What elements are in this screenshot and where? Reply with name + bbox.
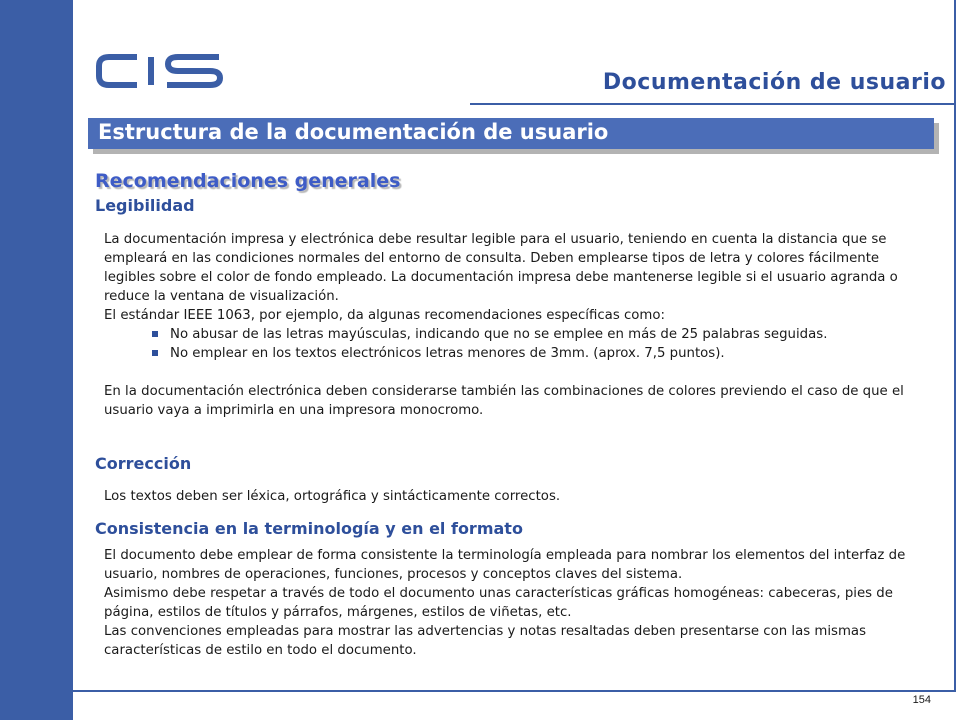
- right-border-rule: [954, 0, 956, 690]
- correccion-paragraph: Los textos deben ser léxica, ortográfica y sintácticamente correctos.: [104, 489, 561, 504]
- legibilidad-bullet-list: [104, 325, 924, 363]
- heading-legibilidad: Legibilidad: [95, 196, 195, 215]
- bottom-border-rule: [73, 690, 956, 692]
- slide-subtitle: Recomendaciones generales: [95, 170, 401, 192]
- header-divider: [470, 103, 954, 105]
- list-item: [104, 344, 924, 363]
- correccion-body: [104, 487, 924, 506]
- bullet-text: No emplear en los textos electrónicos letras menores de 3mm. (aprox. 7,5 puntos).: [170, 346, 725, 361]
- consistencia-paragraph-1: El documento debe emplear de forma consistente la terminología empleada para nombrar los elementos del interfaz de usuario, nombres de operaciones, funciones, procesos y conceptos claves del sistema.: [104, 548, 906, 582]
- cis-logo: [95, 52, 225, 90]
- consistencia-paragraph-2: Asimismo debe respetar a través de todo el documento unas características gráficas homogéneas: cabeceras, pies de página, estilos de títulos y párrafos, márgenes, estilos de viñetas, etc.: [104, 586, 893, 620]
- list-item: [104, 325, 924, 344]
- paragraph-spacer: [104, 363, 924, 382]
- legibilidad-paragraph-1: La documentación impresa y electrónica debe resultar legible para el usuario, teniendo en cuenta la distancia que se empleará en las condiciones normales del entorno de consulta. Deben emplearse tipos de letra y colores fácilmente legibles sobre el color de fondo empleado. La documentación impresa debe mantenerse legible si el usuario agranda o reduce la ventana de visualización.: [104, 232, 898, 304]
- square-bullet-icon: [152, 331, 158, 337]
- left-accent-bar: [0, 0, 73, 720]
- slide-title-bar: [88, 118, 934, 149]
- heading-consistencia: Consistencia en la terminología y en el formato: [95, 519, 523, 538]
- consistencia-body: [104, 546, 924, 660]
- slide-title: Estructura de la documentación de usuario: [98, 120, 609, 144]
- page-number: 154: [912, 694, 931, 706]
- bullet-text: No abusar de las letras mayúsculas, indicando que no se emplee en más de 25 palabras seguidas.: [170, 327, 828, 342]
- heading-correccion: Corrección: [95, 454, 192, 473]
- square-bullet-icon: [152, 350, 158, 356]
- consistencia-paragraph-3: Las convenciones empleadas para mostrar las advertencias y notas resaltadas deben presentarse con las mismas características de estilo en todo el documento.: [104, 624, 866, 658]
- legibilidad-body: [104, 230, 924, 420]
- header-title: Documentación de usuario: [602, 70, 946, 95]
- legibilidad-paragraph-2: El estándar IEEE 1063, por ejemplo, da algunas recomendaciones específicas como:: [104, 308, 665, 323]
- legibilidad-paragraph-3: En la documentación electrónica deben considerarse también las combinaciones de colores previendo el caso de que el usuario vaya a imprimirla en una impresora monocromo.: [104, 384, 904, 418]
